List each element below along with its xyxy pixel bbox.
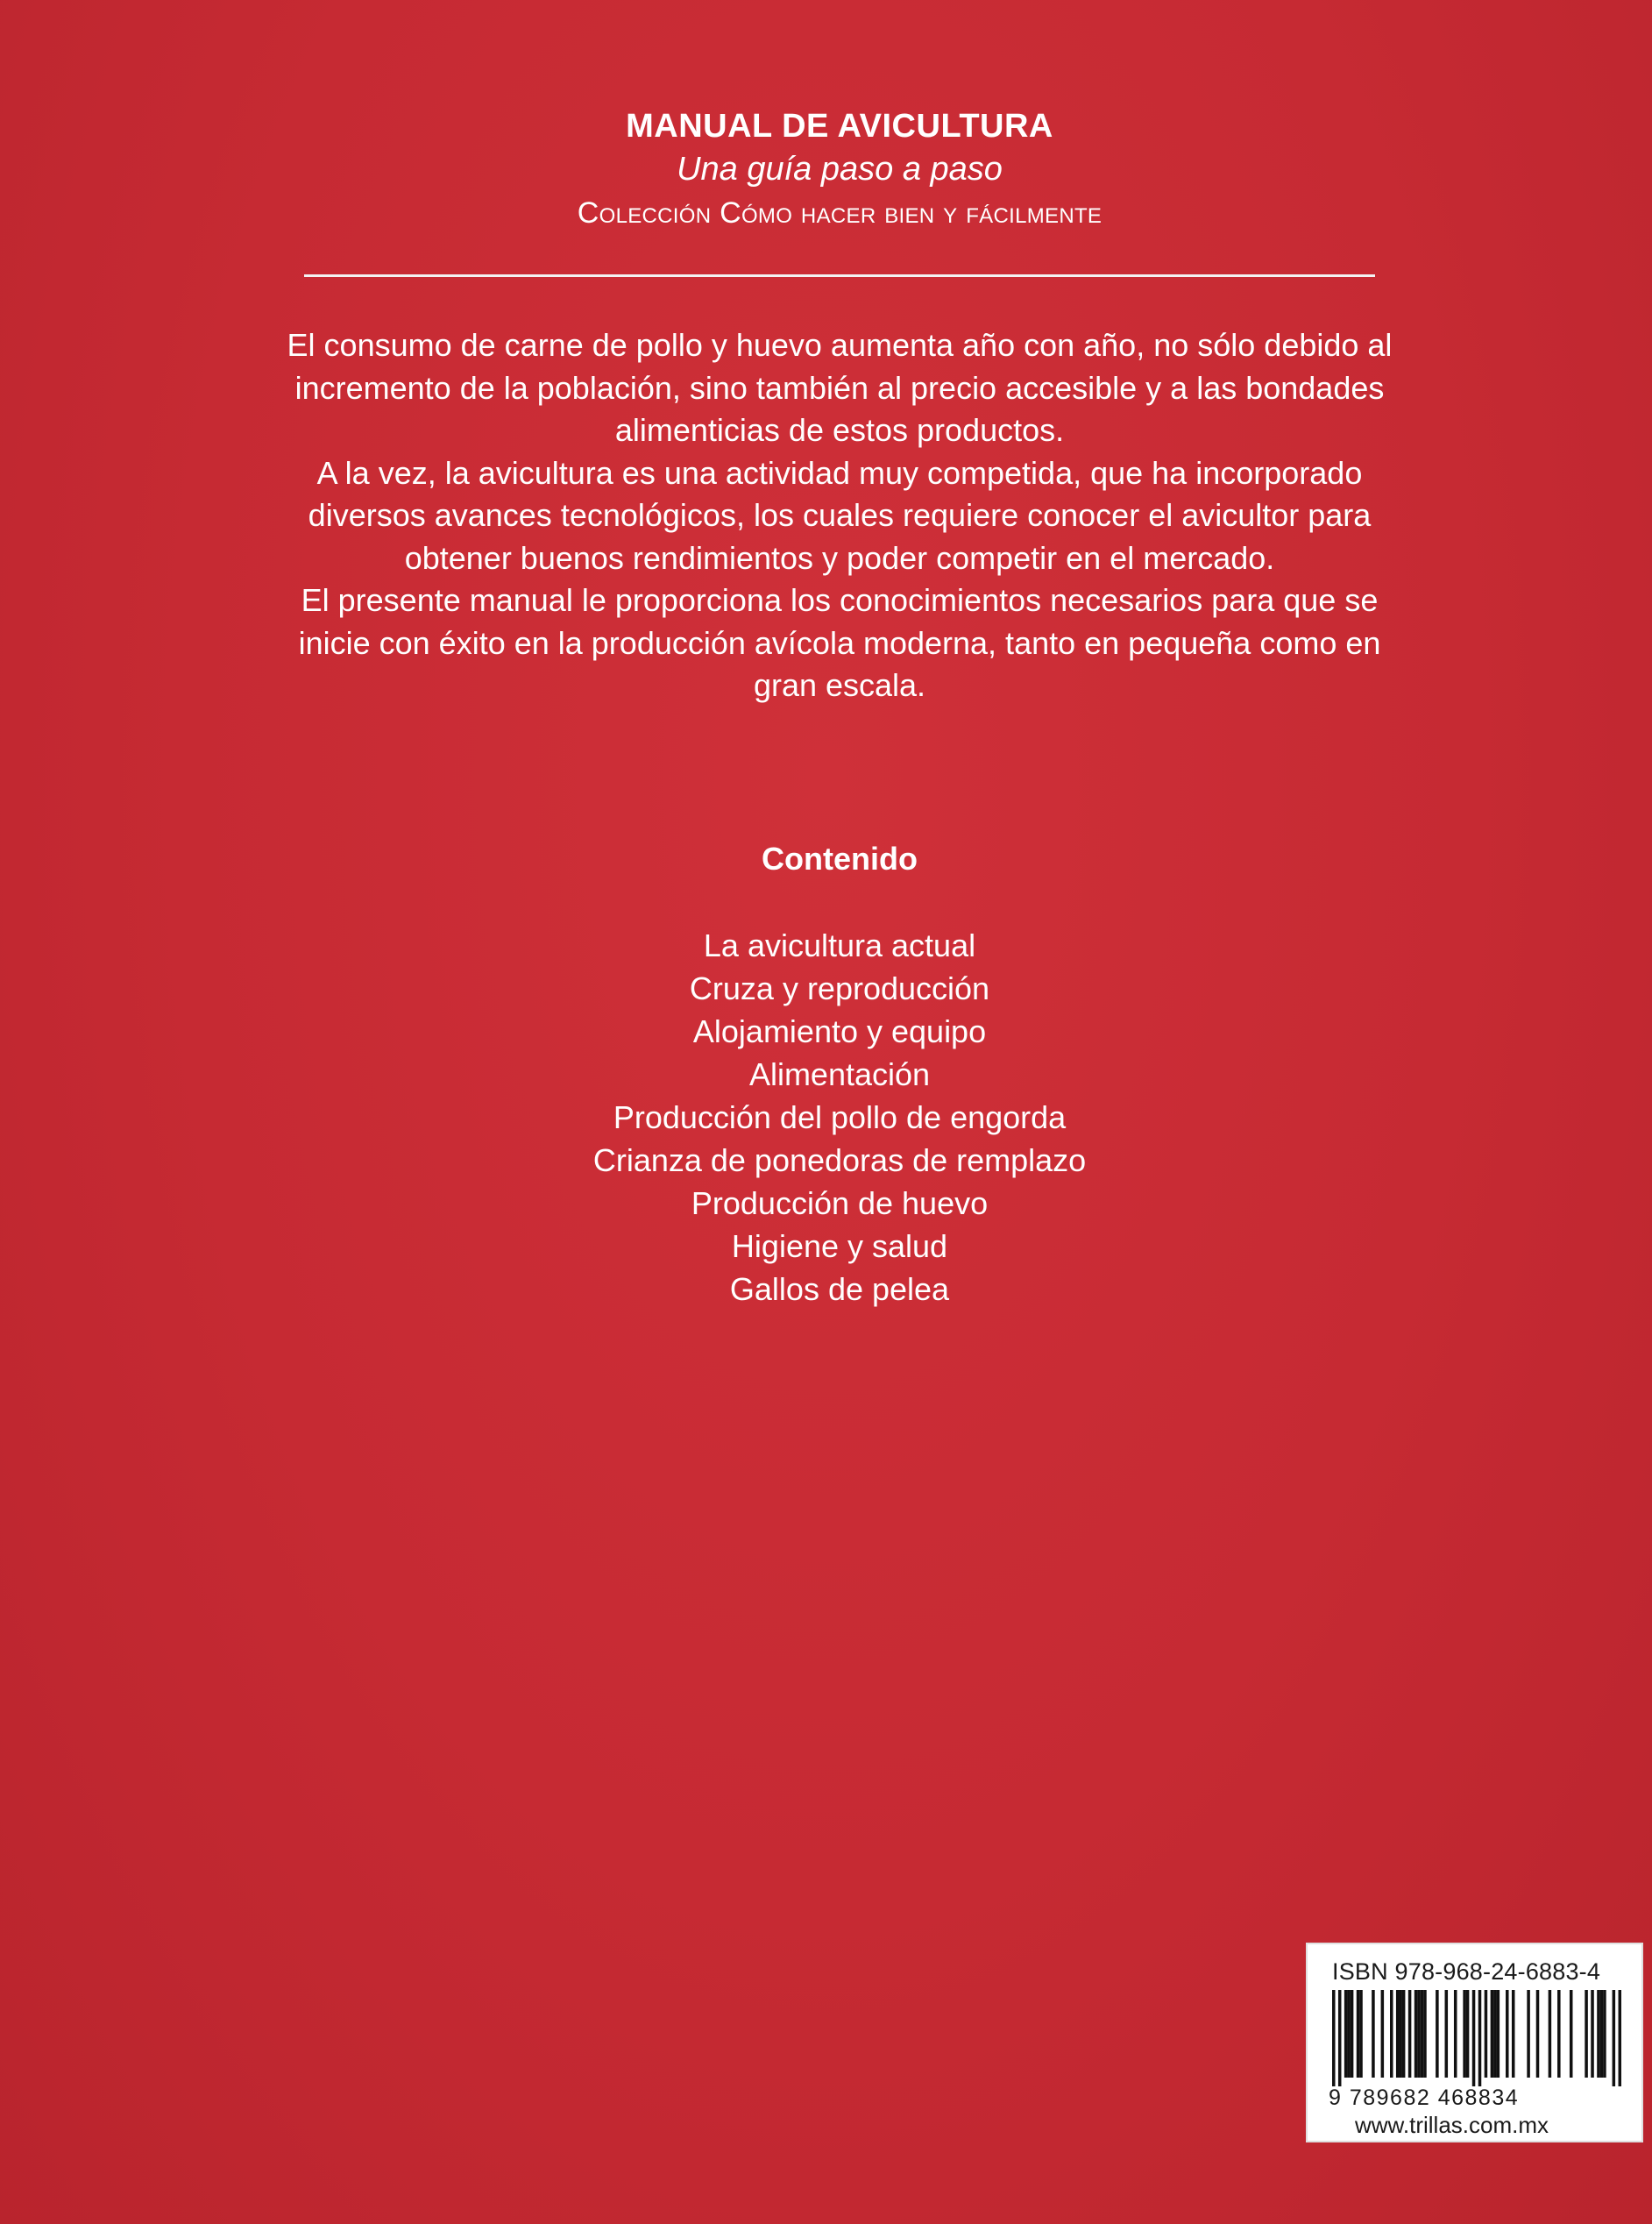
- isbn-barcode-box: [1306, 1943, 1643, 2142]
- barcode-bar: [1619, 1990, 1621, 2086]
- book-title: MANUAL DE AVICULTURA: [626, 108, 1053, 145]
- barcode-bar: [1613, 1990, 1616, 2086]
- contents-item: Cruza y reproducción: [689, 970, 990, 1006]
- barcode-bar: [1600, 1990, 1604, 2078]
- contents-item: Producción de huevo: [691, 1185, 989, 1221]
- collection-name: Colección Cómo hacer bien y fácilmente: [577, 196, 1103, 230]
- contents-item: Gallos de pelea: [729, 1271, 950, 1307]
- barcode-bar: [1603, 1990, 1606, 2078]
- barcode-digits: 9 789682 468834: [1329, 2085, 1520, 2110]
- barcode-bar: [1421, 1990, 1424, 2078]
- barcode-bar: [1414, 1990, 1418, 2078]
- header-divider: [304, 274, 1375, 277]
- barcode-bar: [1454, 1990, 1457, 2078]
- publisher-website: www.trillas.com.mx: [1355, 2112, 1549, 2138]
- book-description: [263, 324, 1416, 707]
- barcode-bar: [1402, 1990, 1406, 2078]
- barcode-bar: [1396, 1990, 1400, 2078]
- barcode-bar: [1359, 1990, 1363, 2078]
- contents-item: Producción del pollo de engorda: [613, 1099, 1067, 1135]
- barcode-bar: [1491, 1990, 1494, 2078]
- barcode-bar: [1493, 1990, 1497, 2078]
- isbn-number: ISBN 978-968-24-6883-4: [1332, 1958, 1601, 1985]
- barcode-bar: [1549, 1990, 1552, 2078]
- description-paragraph: El presente manual le proporciona los conocimientos necesarios para que se inicie con éxito en la producción avícola moderna, tanto en pequeña como en gran escala.: [298, 582, 1381, 703]
- barcode-bar: [1557, 1990, 1561, 2078]
- barcode-bar: [1466, 1990, 1470, 2078]
- barcode-bar: [1597, 1990, 1600, 2078]
- barcode-bar: [1351, 1990, 1354, 2078]
- barcode-bar: [1344, 1990, 1348, 2078]
- contents-item: Alimentación: [748, 1056, 931, 1092]
- barcode-bar: [1423, 1990, 1427, 2078]
- barcode-bar: [1472, 1990, 1476, 2086]
- contents-item: Higiene y salud: [731, 1228, 948, 1264]
- barcode-bar: [1570, 1990, 1573, 2078]
- barcode-bar: [1585, 1990, 1588, 2078]
- description-paragraph: El consumo de carne de pollo y huevo aumenta año con año, no sólo debido al incremento de la población, sino también al precio accesible y a las bondades alimenticias de estos productos.: [287, 327, 1393, 448]
- barcode-bar: [1463, 1990, 1466, 2078]
- barcode-bar: [1478, 1990, 1482, 2086]
- barcode-bar: [1497, 1990, 1500, 2078]
- barcode-bar: [1408, 1990, 1412, 2078]
- barcode-bar: [1390, 1990, 1393, 2078]
- contents-list: [0, 924, 1652, 1311]
- contents-heading: Contenido: [762, 841, 918, 877]
- barcode-bar: [1485, 1990, 1488, 2078]
- barcode-bar: [1399, 1990, 1402, 2078]
- barcode-icon: [1332, 1990, 1621, 2086]
- barcode-bar: [1536, 1990, 1540, 2078]
- barcode-bar: [1436, 1990, 1439, 2078]
- barcode-bar: [1357, 1990, 1360, 2078]
- barcode-bar: [1332, 1990, 1336, 2086]
- barcode-bar: [1445, 1990, 1449, 2078]
- barcode-bar: [1347, 1990, 1351, 2078]
- barcode-bar: [1527, 1990, 1530, 2078]
- barcode-bar: [1591, 1990, 1594, 2078]
- cover-header: [0, 105, 1652, 235]
- barcode-bar: [1417, 1990, 1421, 2078]
- barcode-bar: [1338, 1990, 1342, 2086]
- barcode-bar: [1506, 1990, 1509, 2078]
- contents-item: Alojamiento y equipo: [692, 1013, 987, 1049]
- barcode-bar: [1372, 1990, 1375, 2078]
- contents-item: La avicultura actual: [703, 927, 976, 963]
- barcode-bar: [1381, 1990, 1385, 2078]
- contents-item: Crianza de ponedoras de remplazo: [592, 1142, 1087, 1178]
- barcode-bar: [1512, 1990, 1515, 2078]
- book-subtitle: Una guía paso a paso: [677, 151, 1003, 188]
- description-paragraph: A la vez, la avicultura es una actividad muy competida, que ha incorporado diversos avances tecnológicos, los cuales requiere conocer el avicultor para obtener buenos rendimientos y poder competir en el mercado.: [308, 454, 1372, 576]
